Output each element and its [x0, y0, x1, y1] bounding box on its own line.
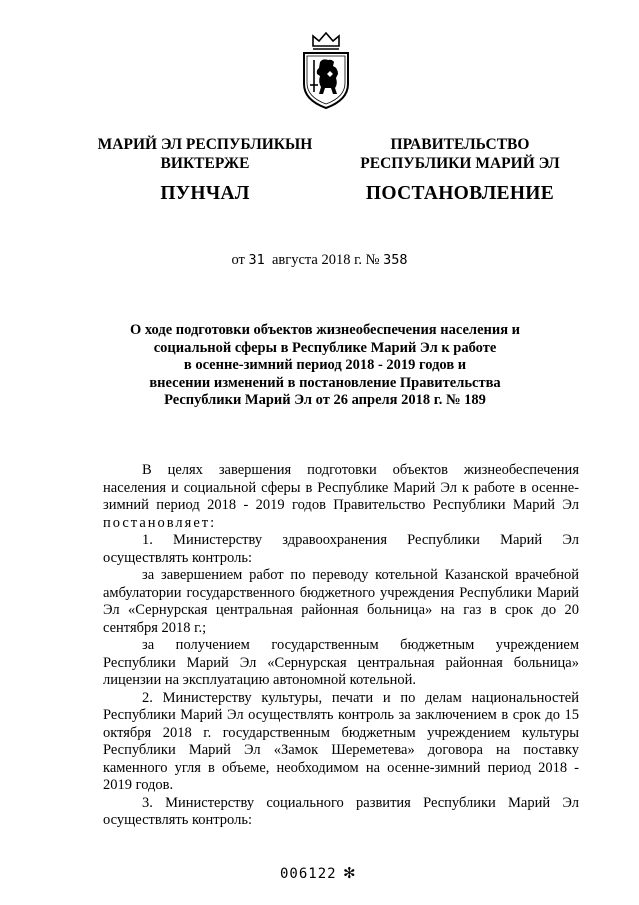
date-day: 31 — [248, 252, 265, 268]
header-left-line2: ВИКТЕРЖЕ — [160, 155, 250, 172]
preamble-text: В целях завершения подготовки объектов жизнеобеспечения населения и социальной сферы в Республике Марий Эл к работе в осенне-зимний период 2018 - 2019 годов Правительство Республики Марий Эл — [103, 462, 579, 513]
document-title — [120, 322, 530, 410]
date-month-year: августа 2018 г. № — [272, 252, 380, 268]
preamble-resolves: постановляет: — [103, 514, 217, 531]
title-line: внесении изменений в постановление Правительства — [149, 374, 501, 391]
title-line: социальной сферы в Республике Марий Эл к работе — [153, 339, 497, 356]
header-right-line1: ПРАВИТЕЛЬСТВО — [390, 136, 530, 153]
header-left — [85, 135, 325, 206]
title-line: О ходе подготовки объектов жизнеобеспечения населения и — [129, 322, 521, 338]
paragraph-item-1a: за завершением работ по переводу котельной Казанской врачебной амбулатории государственного бюджетного учреждения Республики Марий Эл «Сернурская центральная районная больница» на газ в срок до 20 сентября 2018 г.; — [103, 567, 579, 636]
header-right-line2: РЕСПУБЛИКИ МАРИЙ ЭЛ — [360, 155, 560, 172]
paragraph-item-1: 1. Министерству здравоохранения Республики Марий Эл осуществлять контроль: — [103, 532, 579, 566]
date-line — [0, 252, 639, 269]
header-right — [350, 135, 570, 206]
coat-of-arms-icon — [298, 30, 354, 112]
header-left-line1: МАРИЙ ЭЛ РЕСПУБЛИКЫН — [97, 136, 313, 153]
paragraph-preamble — [103, 462, 579, 532]
title-line: Республики Марий Эл от 26 апреля 2018 г. № 189 — [164, 392, 486, 408]
title-line: в осенне-зимний период 2018 - 2019 годов и — [183, 357, 467, 373]
date-prefix: от — [231, 252, 245, 268]
paragraph-item-2: 2. Министерству культуры, печати и по делам национальностей Республики Марий Эл осуществлять контроль за заключением в срок до 15 октября 2018 г. государственным бюджетным учреждением культуры Республики Марий Эл «Замок Шереметева» договора на поставку каменного угля в объеме, необходимом на осенне-зимний период 2018 - 2019 годов. — [103, 689, 579, 793]
paragraph-item-1b: за получением государственным бюджетным учреждением Республики Марий Эл «Сернурская центральная районная больница» лицензии на эксплуатацию автономной котельной. — [103, 637, 579, 688]
document-number: 358 — [383, 252, 408, 268]
serial-number: 006122 — [280, 866, 337, 882]
paragraph-item-3: 3. Министерству социального развития Республики Марий Эл осуществлять контроль: — [103, 794, 579, 828]
header-right-doc-type: ПОСТАНОВЛЕНИЕ — [365, 183, 555, 204]
document-body — [103, 462, 579, 830]
asterisk-mark-icon: ✻ — [343, 866, 356, 882]
header-left-doc-type: ПУНЧАЛ — [160, 183, 250, 204]
